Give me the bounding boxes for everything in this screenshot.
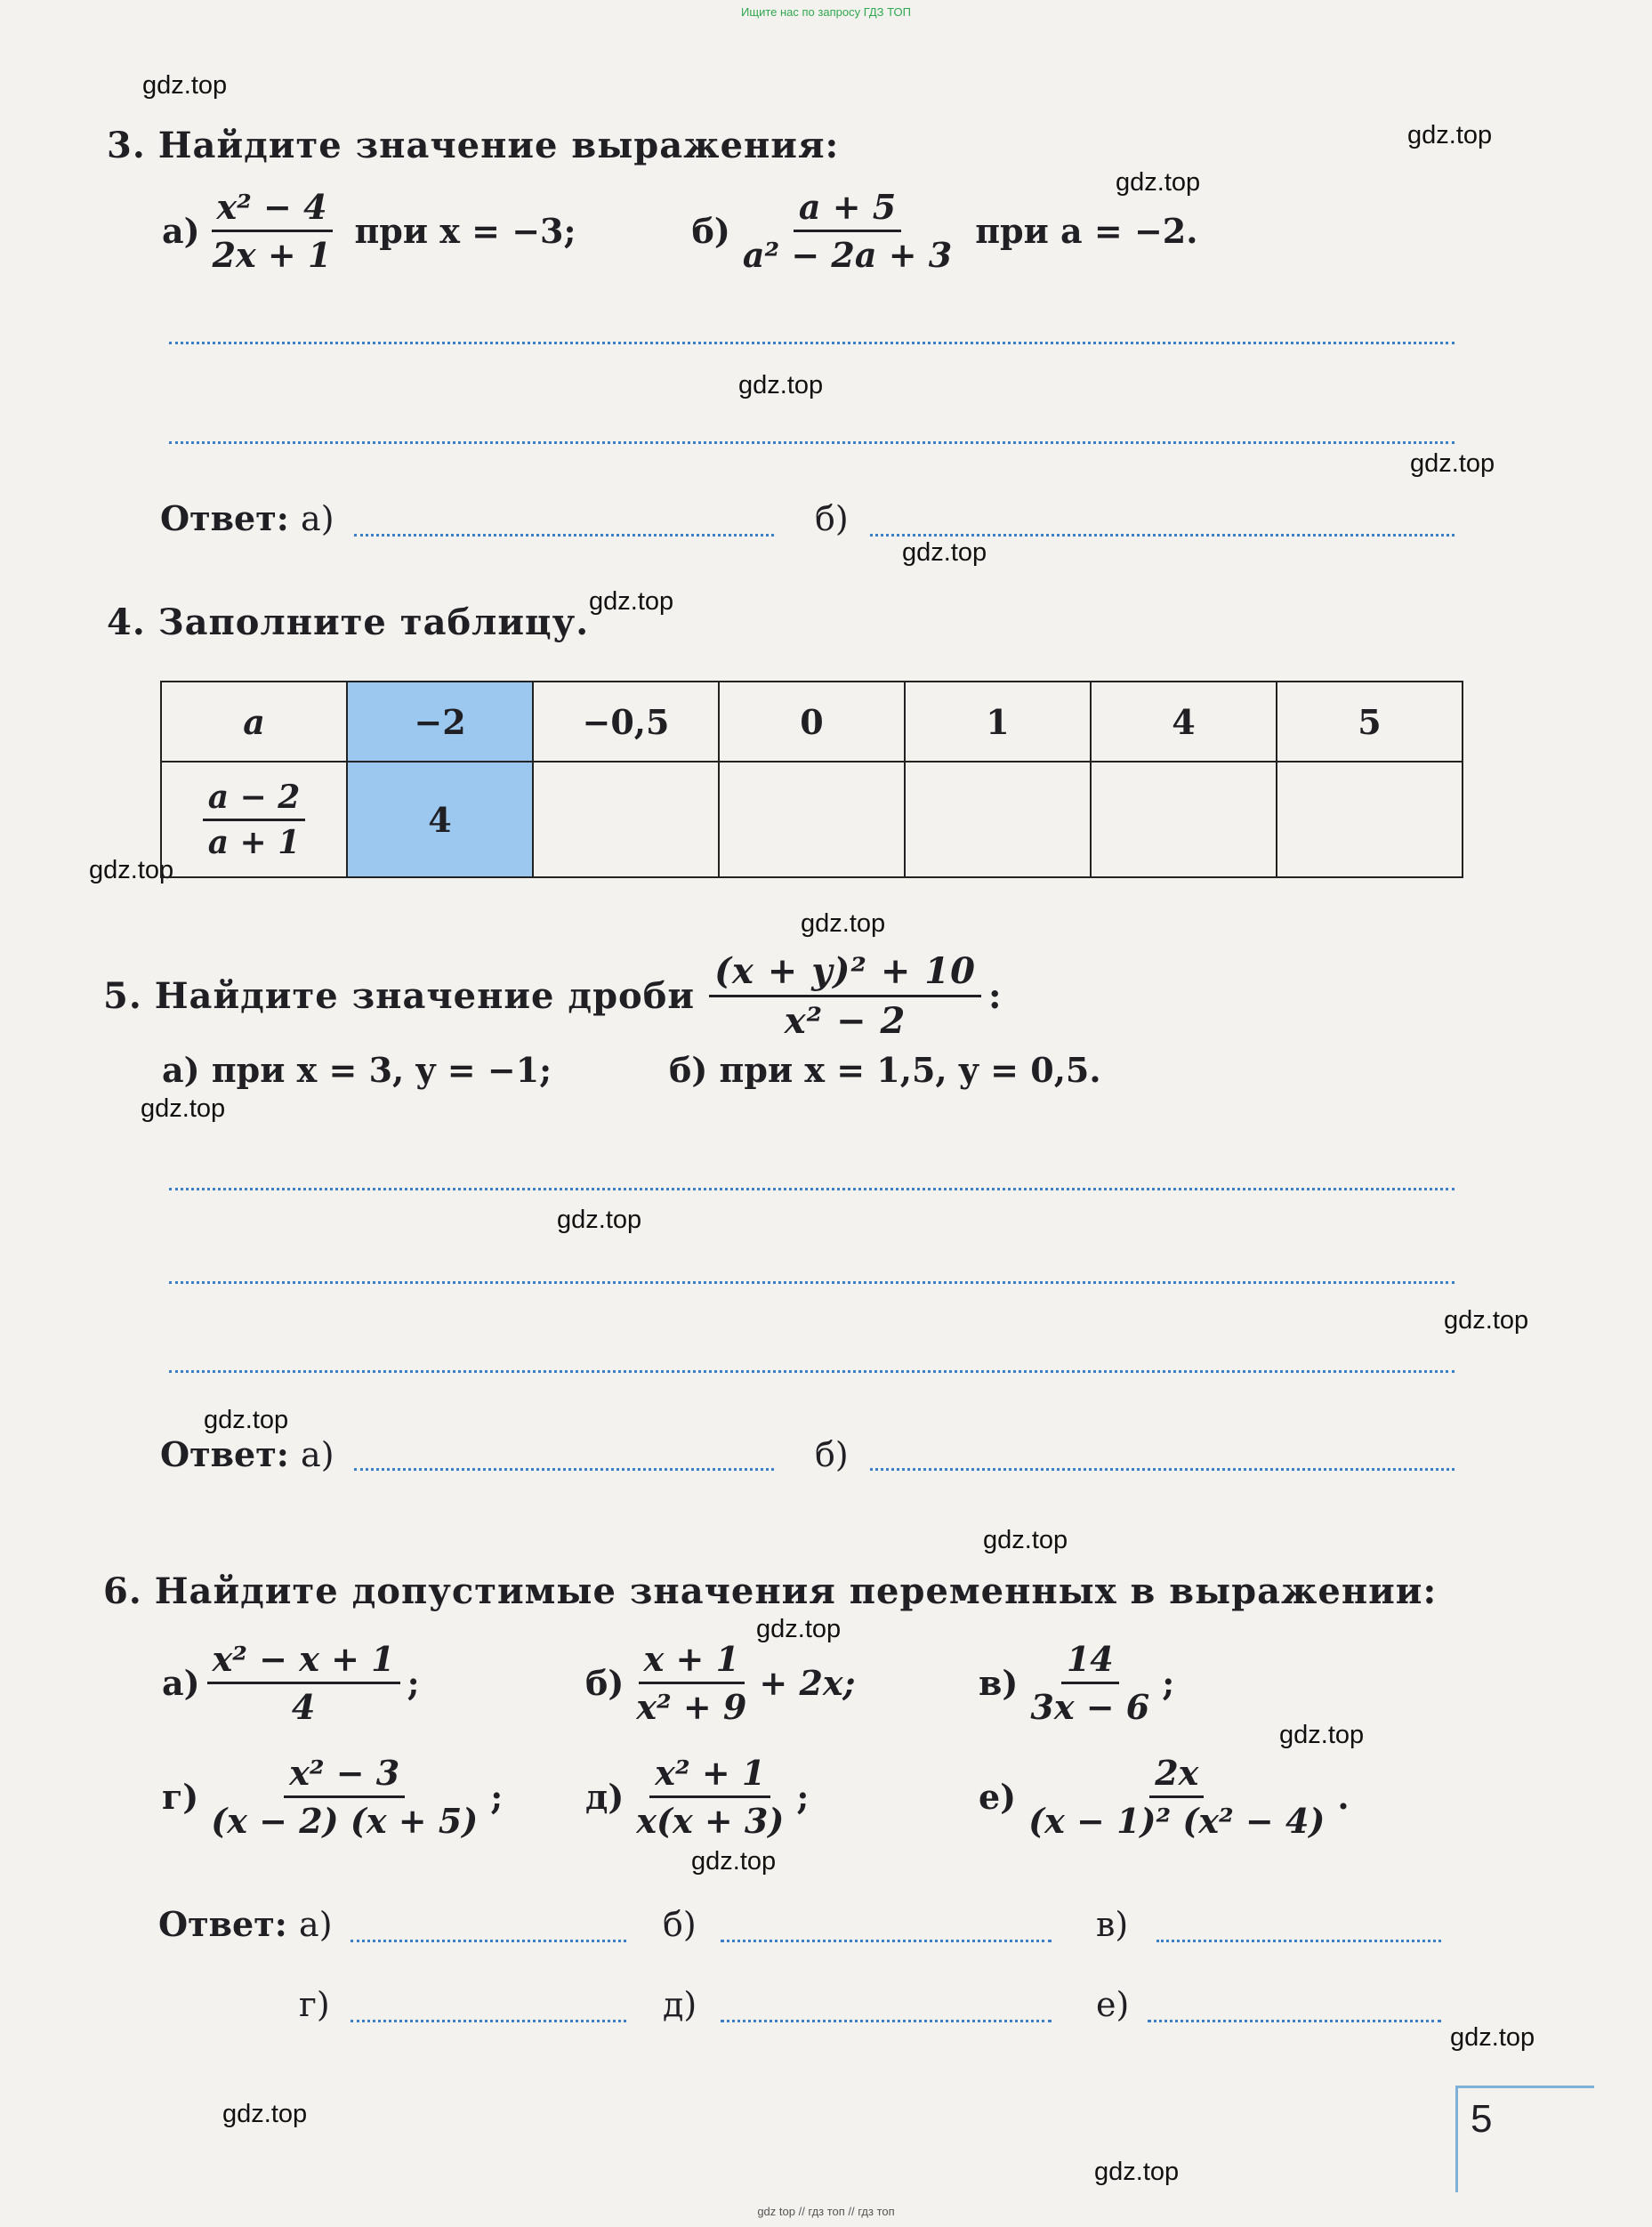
expression-g: г) $\frac{\text{x² − 3}}{(x - 2) (x + 5)}$ ; <box>162 1753 504 1841</box>
table-cell: 1 <box>905 682 1091 762</box>
table-cell: −0,5 <box>533 682 719 762</box>
answer-b-label: б) <box>815 1435 849 1474</box>
task3-answer <box>160 498 334 538</box>
task-number: 6. <box>103 1570 142 1612</box>
bottom-banner: gdz top // гдз топ // гдз топ <box>757 2205 895 2218</box>
watermark: gdz.top <box>1094 2158 1180 2186</box>
answer-d-line[interactable] <box>721 2020 1052 2022</box>
watermark: gdz.top <box>983 1526 1068 1554</box>
numerator: a + 5 <box>794 187 901 232</box>
task4-heading <box>107 601 589 643</box>
table-header-fraction <box>161 762 347 877</box>
fraction: $\frac{2x}{\text{(x − 1)² (x² − 4)}}$ <box>1028 1753 1326 1841</box>
answer-a-line[interactable] <box>354 1468 774 1471</box>
answer-g-label: г) <box>299 1985 330 2024</box>
task3-heading <box>107 125 839 166</box>
item-label: а) <box>162 211 200 251</box>
fraction: $\frac{\text{x² + 1}}{x(x + 3)}$ <box>636 1753 785 1841</box>
watermark: gdz.top <box>1116 168 1201 197</box>
answer-e-label: е) <box>1096 1985 1130 2024</box>
task5-a: а) при x = 3, y = −1; <box>162 1050 552 1090</box>
table-row <box>161 682 1463 762</box>
table-row <box>161 762 1463 877</box>
value-table <box>160 681 1463 878</box>
task-title: Найдите значение выражения: <box>157 125 840 166</box>
watermark: gdz.top <box>756 1615 842 1643</box>
fraction <box>709 950 981 1042</box>
numerator: (x + y)² + 10 <box>709 950 981 997</box>
task5-answer <box>160 1434 334 1474</box>
denominator: x² − 2 <box>784 1000 907 1042</box>
answer-d-label: д) <box>663 1985 697 2024</box>
answer-b-line[interactable] <box>870 1468 1455 1471</box>
answer-v-line[interactable] <box>1156 1940 1441 1942</box>
task5-heading <box>103 950 1003 1042</box>
watermark: gdz.top <box>1407 121 1493 149</box>
table-cell: 5 <box>1277 682 1463 762</box>
watermark: gdz.top <box>902 538 987 567</box>
table-cell: 0 <box>719 682 905 762</box>
task6-answer-label: Ответ: а) <box>158 1904 333 1944</box>
table-input-cell[interactable] <box>905 762 1091 877</box>
colon: : <box>987 975 1003 1017</box>
watermark: gdz.top <box>691 1847 777 1876</box>
denominator: a + 1 <box>207 823 301 861</box>
table-input-cell[interactable] <box>1277 762 1463 877</box>
watermark: gdz.top <box>89 856 174 884</box>
expression-b: б) $\frac{x + 1}{\text{x² + 9}}$ + 2x; <box>585 1639 856 1727</box>
answer-a-label: а) <box>301 499 334 538</box>
expression-d: д) $\frac{\text{x² + 1}}{x(x + 3)}$ ; <box>585 1753 810 1841</box>
denominator: a² − 2a + 3 <box>742 235 953 275</box>
task-title: Заполните таблицу. <box>157 601 590 643</box>
watermark: gdz.top <box>801 909 886 938</box>
answer-a-line[interactable] <box>351 1940 626 1942</box>
task-title: Найдите допустимые значения переменных в выражении: <box>154 1570 1438 1612</box>
fraction: $\frac{\text{x² − x + 1}}{4}$ <box>207 1639 400 1727</box>
table-input-cell[interactable] <box>719 762 905 877</box>
expression-e: е) $\frac{2x}{\text{(x − 1)² (x² − 4)}}$ . <box>979 1753 1350 1841</box>
task3-expressions <box>162 187 1197 275</box>
fraction <box>203 779 306 861</box>
task6-heading <box>103 1570 1437 1612</box>
table-cell: 4 <box>347 762 533 877</box>
task-title: Найдите значение дроби <box>154 975 696 1017</box>
table-input-cell[interactable] <box>533 762 719 877</box>
answer-a-line[interactable] <box>354 534 774 537</box>
answer-g-line[interactable] <box>351 2020 626 2022</box>
fraction <box>207 187 337 275</box>
watermark: gdz.top <box>204 1406 289 1434</box>
table-cell: 4 <box>1091 682 1277 762</box>
answer-b-label: б) <box>815 499 849 538</box>
answer-line[interactable] <box>169 441 1455 444</box>
numerator: a − 2 <box>203 779 306 821</box>
page-number: 5 <box>1455 2086 1594 2192</box>
condition: при a = −2. <box>975 211 1198 251</box>
numerator: x² − 4 <box>212 187 333 232</box>
top-banner: Ищите нас по запросу ГДЗ ТОП <box>741 5 911 19</box>
fraction <box>737 187 957 275</box>
answer-line[interactable] <box>169 1281 1455 1284</box>
fraction: $\frac{\text{x² − 3}}{(x - 2) (x + 5)}$ <box>211 1753 479 1841</box>
watermark: gdz.top <box>589 587 674 616</box>
answer-line[interactable] <box>169 342 1455 344</box>
answer-v-label: в) <box>1096 1905 1129 1944</box>
task-number: 4. <box>107 601 146 643</box>
answer-label: Ответ: <box>160 1434 289 1474</box>
answer-e-line[interactable] <box>1148 2020 1441 2022</box>
answer-b-line[interactable] <box>870 534 1455 537</box>
table-input-cell[interactable] <box>1091 762 1277 877</box>
answer-a-label: а) <box>301 1435 334 1474</box>
fraction: $\frac{14}{3x - 6}$ <box>1030 1639 1150 1727</box>
watermark: gdz.top <box>1450 2023 1535 2052</box>
expression-a: а) $\frac{\text{x² − x + 1}}{4}$ ; <box>162 1639 420 1727</box>
watermark: gdz.top <box>141 1094 226 1123</box>
watermark: gdz.top <box>557 1206 642 1234</box>
task-number: 3. <box>107 125 146 166</box>
expression-v: в) $\frac{14}{3x - 6}$ ; <box>979 1639 1175 1727</box>
task-number: 5. <box>103 975 142 1017</box>
item-label: б) <box>691 211 730 251</box>
watermark: gdz.top <box>222 2100 308 2128</box>
table-header-a: a <box>161 682 347 762</box>
table-cell: −2 <box>347 682 533 762</box>
watermark: gdz.top <box>142 71 228 100</box>
answer-label: Ответ: <box>160 498 289 538</box>
answer-line[interactable] <box>169 1370 1455 1373</box>
task5-b: б) при x = 1,5, y = 0,5. <box>669 1050 1101 1090</box>
watermark: gdz.top <box>1410 449 1495 478</box>
watermark: gdz.top <box>1444 1306 1529 1335</box>
answer-b-label: б) <box>663 1905 697 1944</box>
denominator: 2x + 1 <box>212 235 332 275</box>
condition: при x = −3; <box>354 211 576 251</box>
fraction: $\frac{x + 1}{\text{x² + 9}}$ <box>636 1639 747 1727</box>
watermark: gdz.top <box>1279 1721 1365 1749</box>
answer-b-line[interactable] <box>721 1940 1052 1942</box>
watermark: gdz.top <box>738 371 824 399</box>
answer-line[interactable] <box>169 1188 1455 1190</box>
